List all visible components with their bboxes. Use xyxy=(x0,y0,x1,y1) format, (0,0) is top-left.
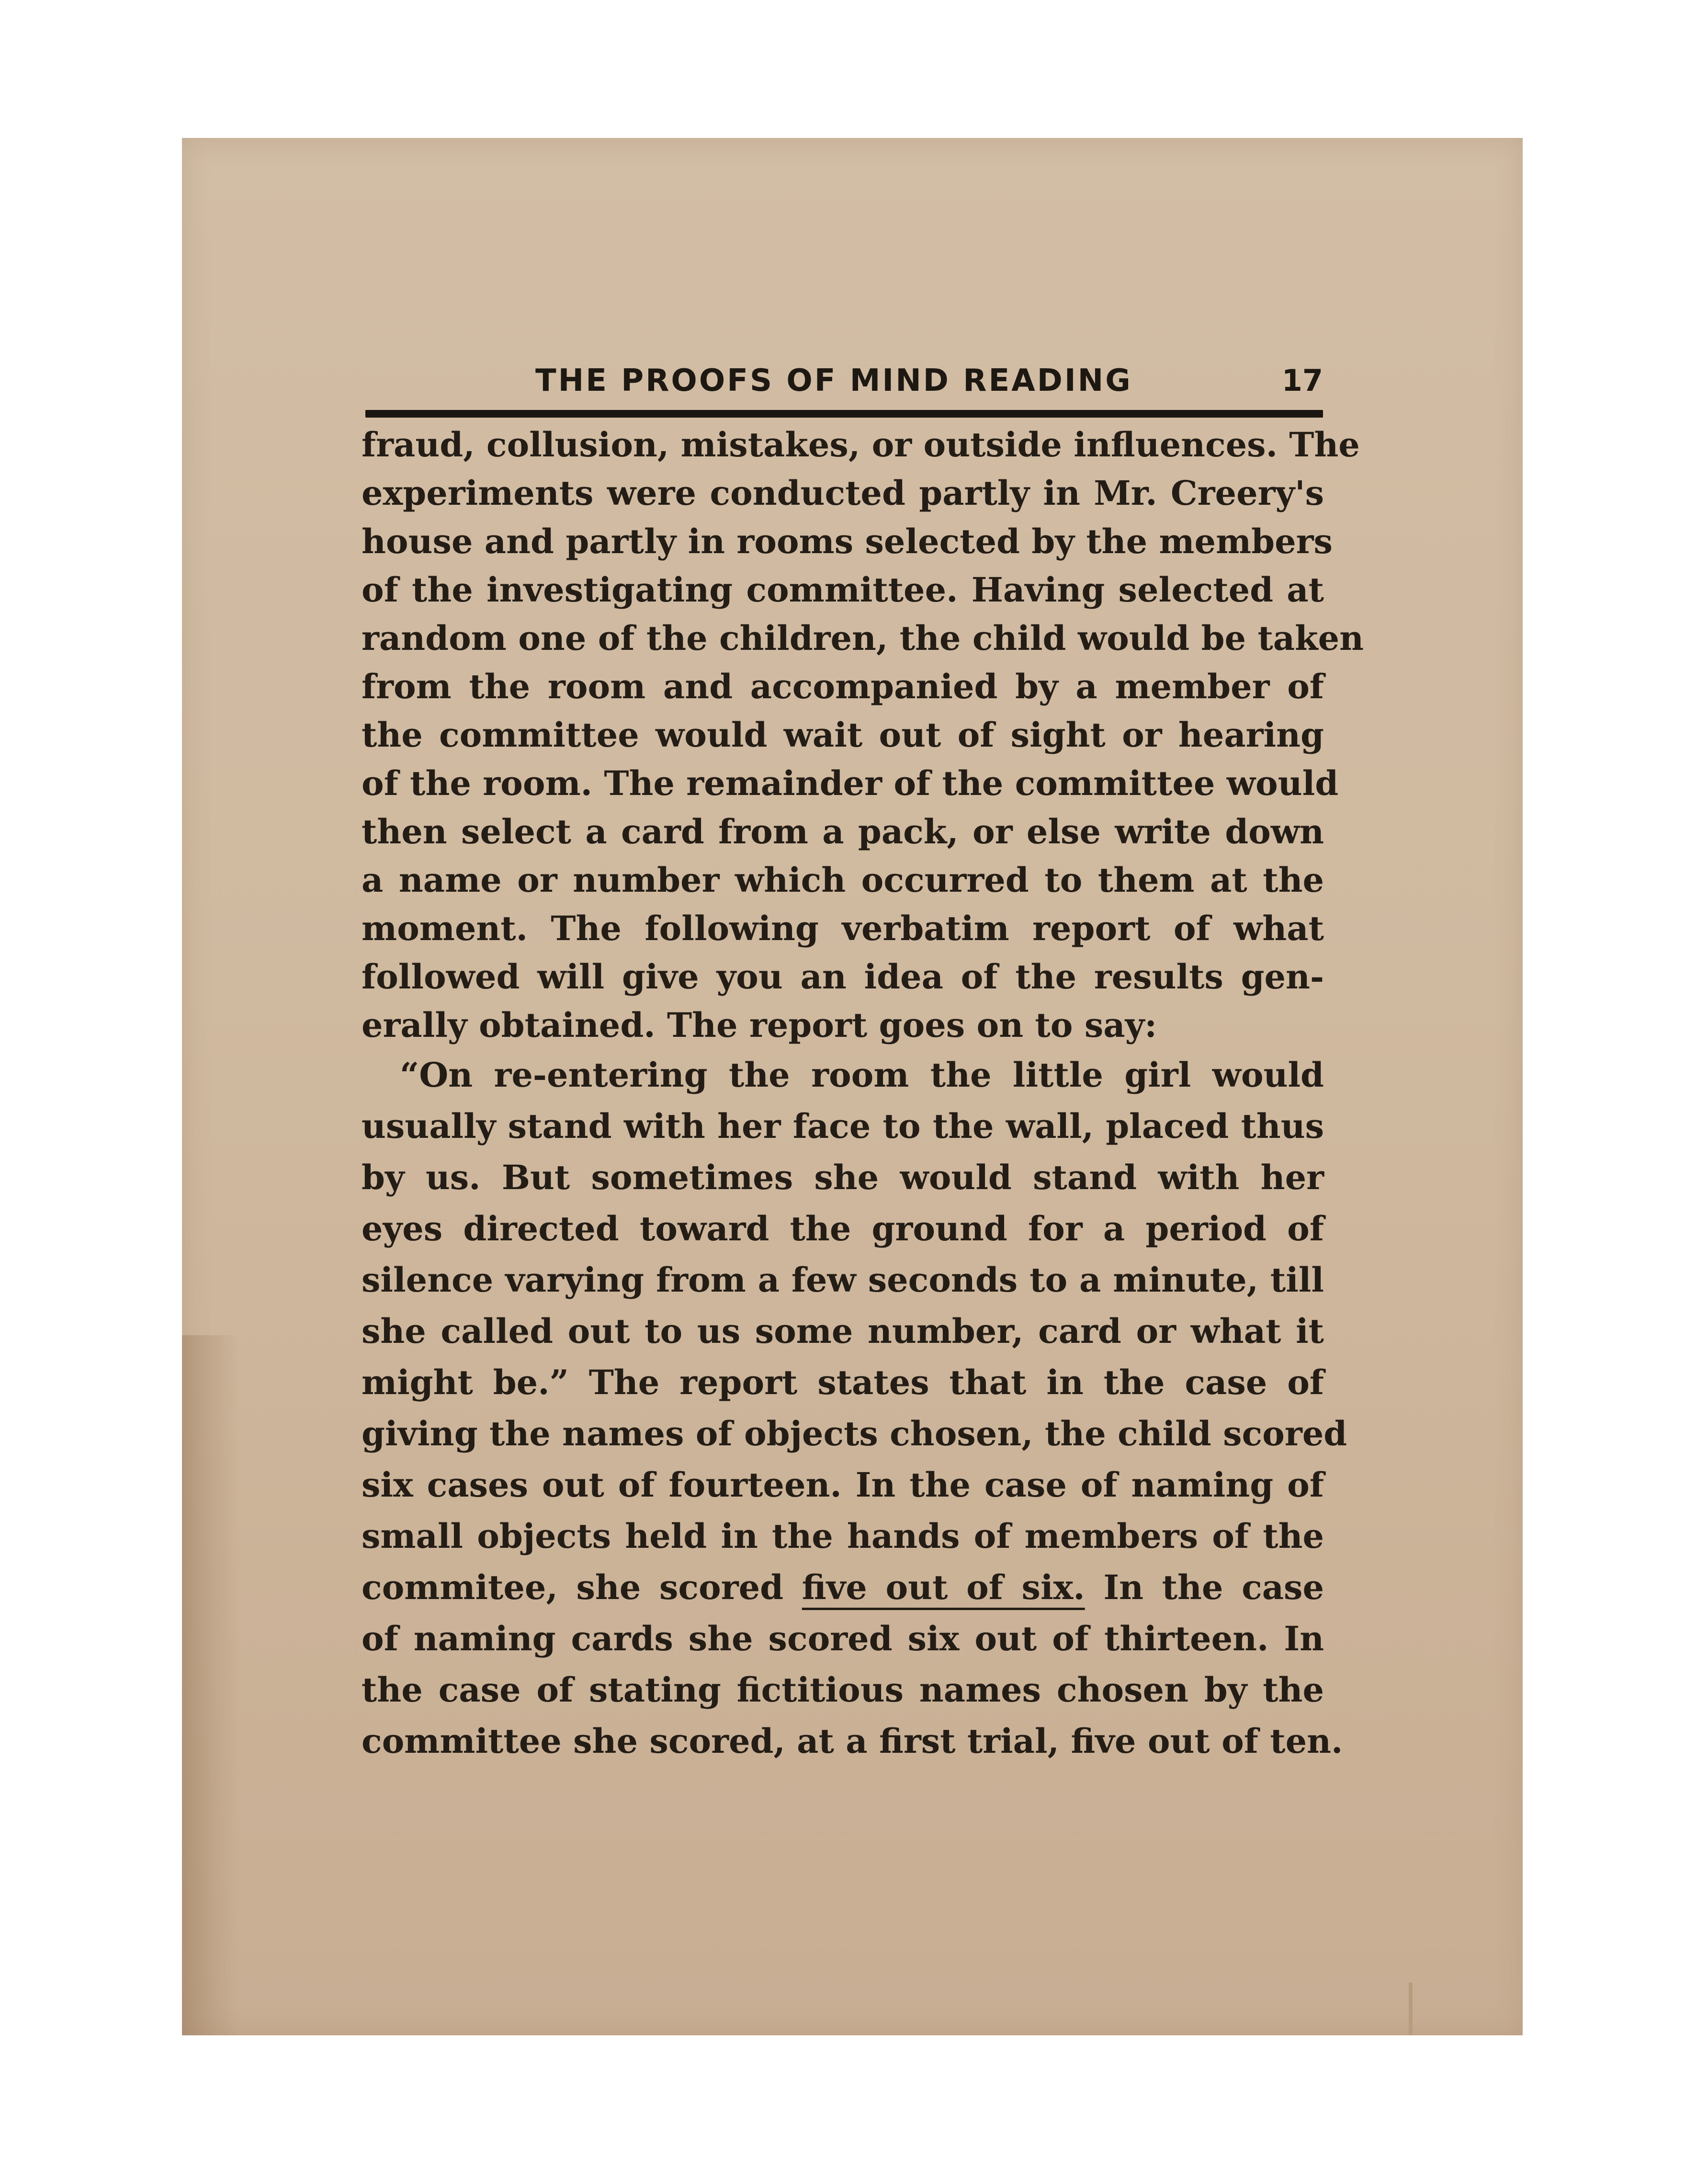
running-header xyxy=(365,363,1323,406)
text-line: a name or number which occurred to them at the xyxy=(362,860,1324,900)
text-line: usually stand with her face to the wall, placed thus xyxy=(362,1106,1324,1146)
body-text xyxy=(362,420,1364,1767)
binding-mark xyxy=(1409,1983,1413,2035)
paragraph-1 xyxy=(362,420,1364,1049)
text-line: eyes directed toward the ground for a period of xyxy=(362,1209,1324,1248)
text-line: “On re-entering the room the little girl would xyxy=(400,1055,1324,1095)
text-line: from the room and accompanied by a member of xyxy=(362,667,1324,706)
text-line: of naming cards she scored six out of thirteen. In xyxy=(362,1619,1324,1658)
text-line: then select a card from a pack, or else write down xyxy=(362,812,1324,851)
text-line: small objects held in the hands of members of the xyxy=(362,1516,1324,1556)
text-line: moment. The following verbatim report of what xyxy=(362,908,1324,948)
text-segment: In the case xyxy=(1085,1567,1324,1607)
text-line: giving the names of objects chosen, the child scored xyxy=(362,1414,1347,1453)
text-line: house and partly in rooms selected by the members xyxy=(362,522,1333,561)
text-line: she called out to us some number, card or what it xyxy=(362,1311,1324,1351)
text-line: fraud, collusion, mistakes, or outside influences. The xyxy=(362,425,1360,465)
page-number: 17 xyxy=(1281,363,1323,398)
underlined-phrase: five out of six. xyxy=(802,1567,1085,1607)
text-line: might be.” The report states that in the case of xyxy=(362,1362,1324,1402)
text-line: erally obtained. The report goes on to say: xyxy=(362,1005,1157,1045)
running-title: THE PROOFS OF MIND READING xyxy=(535,363,1132,398)
text-line: the committee would wait out of sight or hearing xyxy=(362,715,1324,755)
page-edge-shadow xyxy=(182,1335,239,2035)
text-line: of the investigating committee. Having selected at xyxy=(362,570,1324,610)
text-line: six cases out of fourteen. In the case of naming of xyxy=(362,1465,1324,1505)
text-line: random one of the children, the child would be taken xyxy=(362,618,1364,658)
text-line-with-underline xyxy=(362,1562,1324,1613)
text-line: the case of stating fictitious names chosen by the xyxy=(362,1670,1324,1710)
paragraph-2 xyxy=(362,1049,1347,1767)
text-line: silence varying from a few seconds to a minute, till xyxy=(362,1260,1324,1300)
text-segment: commitee, she scored xyxy=(362,1567,802,1607)
text-line: experiments were conducted partly in Mr. Creery's xyxy=(362,473,1324,513)
text-line: by us. But sometimes she would stand with her xyxy=(362,1158,1324,1197)
text-line: committee she scored, at a first trial, five out of ten. xyxy=(362,1721,1343,1761)
header-rule xyxy=(365,410,1323,418)
scanned-book-page xyxy=(182,138,1523,2035)
text-line: of the room. The remainder of the committee would xyxy=(362,763,1339,803)
text-line: followed will give you an idea of the results gen- xyxy=(362,957,1324,997)
